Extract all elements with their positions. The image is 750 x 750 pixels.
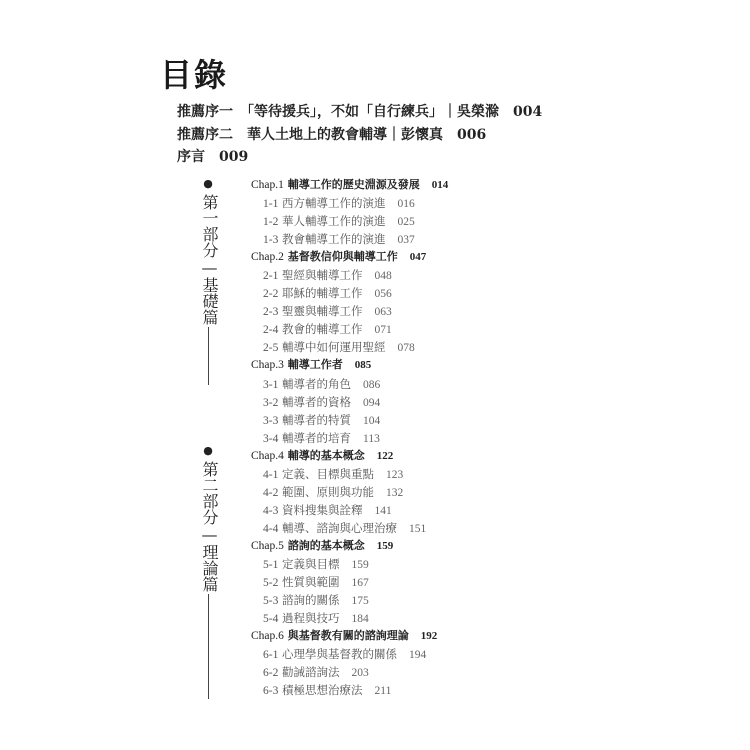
part-one-marker — [200, 177, 219, 385]
section-entry[interactable] — [251, 519, 551, 537]
section-entry[interactable] — [251, 338, 551, 356]
chapter-prefix: Chap.2 — [251, 251, 284, 264]
section-page: 016 — [397, 198, 415, 211]
section-page: 167 — [351, 577, 369, 590]
section-page: 063 — [374, 306, 392, 319]
section-title: 西方輔導工作的演進 — [282, 196, 386, 211]
section-page: 078 — [397, 342, 415, 355]
chapter-prefix: Chap.5 — [251, 539, 284, 552]
section-number: 4-3 — [263, 504, 279, 517]
chapter-prefix: Chap.1 — [251, 179, 284, 191]
section-page: 071 — [374, 324, 392, 337]
section-number: 1-2 — [263, 216, 279, 229]
section-title: 輔導中如何運用聖經 — [282, 340, 386, 355]
chapter-page: 122 — [376, 449, 394, 462]
section-number: 1-3 — [263, 234, 279, 247]
section-number: 2-5 — [263, 342, 279, 355]
section-page: 132 — [386, 486, 404, 499]
section-number: 3-4 — [263, 432, 279, 445]
part-bullet: ● — [203, 177, 213, 190]
section-page: 175 — [351, 595, 369, 608]
section-title: 輔導、諮詢與心理治療 — [282, 520, 397, 535]
section-number: 6-2 — [263, 667, 279, 680]
section-entry[interactable] — [251, 212, 551, 230]
chapter-title: 輔導的基本概念 — [287, 448, 365, 462]
section-page: 086 — [363, 378, 381, 391]
section-number: 3-3 — [263, 414, 279, 427]
preface-label: 推薦序二 華人土地上的教會輔導｜彭懷真 — [177, 127, 443, 143]
section-entry[interactable] — [251, 681, 551, 699]
section-page: 048 — [374, 270, 392, 283]
chapter-title: 基督教信仰與輔導工作 — [287, 250, 398, 264]
section-number: 5-4 — [263, 613, 279, 626]
section-title: 華人輔導工作的演進 — [282, 214, 386, 229]
chapter-page: 014 — [431, 179, 449, 191]
chapter-page: 047 — [409, 251, 427, 264]
section-entry[interactable] — [251, 483, 551, 501]
section-title: 諮詢的關係 — [282, 593, 340, 608]
section-entry[interactable] — [251, 645, 551, 663]
chapter-page: 159 — [376, 539, 394, 552]
preface-page: 006 — [457, 127, 487, 143]
section-entry[interactable] — [251, 302, 551, 320]
section-entry[interactable] — [251, 284, 551, 302]
part-divider-line — [208, 594, 209, 699]
section-entry[interactable] — [251, 555, 551, 573]
section-page: 184 — [351, 613, 369, 626]
section-entry[interactable] — [251, 663, 551, 681]
section-entry[interactable] — [251, 609, 551, 627]
section-page: 025 — [397, 216, 415, 229]
section-page: 203 — [351, 667, 369, 680]
section-entry[interactable] — [251, 465, 551, 483]
chapter-title: 輔導工作者 — [287, 358, 343, 372]
section-number: 6-1 — [263, 649, 279, 662]
chapter-entry[interactable] — [251, 356, 551, 374]
section-title: 積極思想治療法 — [282, 683, 363, 698]
section-number: 1-1 — [263, 198, 279, 211]
part-two-marker — [200, 444, 219, 699]
section-page: 211 — [374, 685, 392, 698]
section-page: 123 — [386, 468, 404, 481]
chapter-prefix: Chap.6 — [251, 630, 284, 643]
section-entry[interactable] — [251, 591, 551, 609]
chapter-page: 192 — [420, 630, 438, 643]
section-number: 2-3 — [263, 306, 279, 319]
section-title: 耶穌的輔導工作 — [282, 286, 363, 301]
section-title: 心理學與基督教的關係 — [282, 647, 397, 662]
chapter-page: 085 — [354, 359, 372, 372]
section-title: 教會輔導工作的演進 — [282, 232, 386, 247]
chapter-entry[interactable] — [251, 447, 551, 465]
section-title: 輔導者的培育 — [282, 430, 351, 445]
section-entry[interactable] — [251, 411, 551, 429]
chapter-title: 諮詢的基本概念 — [287, 538, 365, 552]
chapter-entry[interactable] — [251, 176, 551, 194]
chapter-title: 與基督教有關的諮詢理論 — [287, 629, 409, 643]
chapter-prefix: Chap.3 — [251, 359, 284, 372]
section-number: 4-1 — [263, 468, 279, 481]
preface-page: 004 — [513, 104, 543, 120]
section-number: 4-4 — [263, 522, 279, 535]
section-number: 6-3 — [263, 685, 279, 698]
section-entry[interactable] — [251, 501, 551, 519]
chapter-entry[interactable] — [251, 627, 551, 645]
section-number: 4-2 — [263, 486, 279, 499]
section-title: 定義與目標 — [282, 556, 340, 571]
section-entry[interactable] — [251, 393, 551, 411]
section-title: 聖靈與輔導工作 — [282, 304, 363, 319]
section-title: 輔導者的特質 — [282, 412, 351, 427]
section-page: 037 — [397, 234, 415, 247]
section-number: 3-1 — [263, 378, 279, 391]
section-entry[interactable] — [251, 230, 551, 248]
preface-entry[interactable] — [177, 101, 542, 121]
section-page: 113 — [363, 432, 380, 445]
part-one-label: 第一部分—基礎篇 — [200, 194, 219, 325]
part-bullet: ● — [203, 444, 213, 457]
chapter-entry[interactable] — [251, 248, 551, 266]
section-number: 2-2 — [263, 288, 279, 301]
section-number: 5-1 — [263, 558, 279, 571]
section-number: 5-2 — [263, 577, 279, 590]
section-entry[interactable] — [251, 429, 551, 447]
section-title: 範圍、原則與功能 — [282, 484, 374, 499]
preface-label: 推薦序一 「等待援兵」，不如「自行練兵」｜吳榮滁 — [177, 104, 499, 120]
section-page: 159 — [351, 558, 369, 571]
section-page: 151 — [409, 522, 427, 535]
section-page: 056 — [374, 288, 392, 301]
section-number: 2-1 — [263, 270, 279, 283]
chapter-title: 輔導工作的歷史淵源及發展 — [287, 178, 420, 191]
chapter-prefix: Chap.4 — [251, 449, 284, 462]
section-entry[interactable] — [251, 320, 551, 338]
page-title: 目錄 — [160, 56, 229, 94]
section-page: 141 — [374, 504, 392, 517]
part-two-label: 第二部分—理論篇 — [200, 461, 219, 592]
toc-list — [251, 176, 551, 699]
section-number: 2-4 — [263, 324, 279, 337]
section-title: 性質與範圍 — [282, 575, 340, 590]
section-page: 094 — [363, 396, 381, 409]
section-page: 104 — [363, 414, 381, 427]
preface-label: 序言 — [177, 149, 205, 165]
section-entry[interactable] — [251, 375, 551, 393]
section-title: 勸誡諮詢法 — [282, 665, 340, 680]
preface-entry[interactable] — [177, 146, 248, 166]
preface-page: 009 — [219, 149, 249, 165]
section-title: 輔導者的資格 — [282, 394, 351, 409]
section-entry[interactable] — [251, 266, 551, 284]
section-number: 3-2 — [263, 396, 279, 409]
section-entry[interactable] — [251, 194, 551, 212]
section-title: 資料搜集與詮釋 — [282, 502, 363, 517]
section-page: 194 — [409, 649, 427, 662]
section-title: 聖經與輔導工作 — [282, 268, 363, 283]
section-title: 教會的輔導工作 — [282, 322, 363, 337]
chapter-entry[interactable] — [251, 537, 551, 555]
preface-entry[interactable] — [177, 124, 486, 144]
section-title: 過程與技巧 — [282, 611, 340, 626]
section-entry[interactable] — [251, 573, 551, 591]
section-title: 定義、目標與重點 — [282, 466, 374, 481]
section-title: 輔導者的角色 — [282, 376, 351, 391]
section-number: 5-3 — [263, 595, 279, 608]
part-divider-line — [208, 327, 209, 385]
